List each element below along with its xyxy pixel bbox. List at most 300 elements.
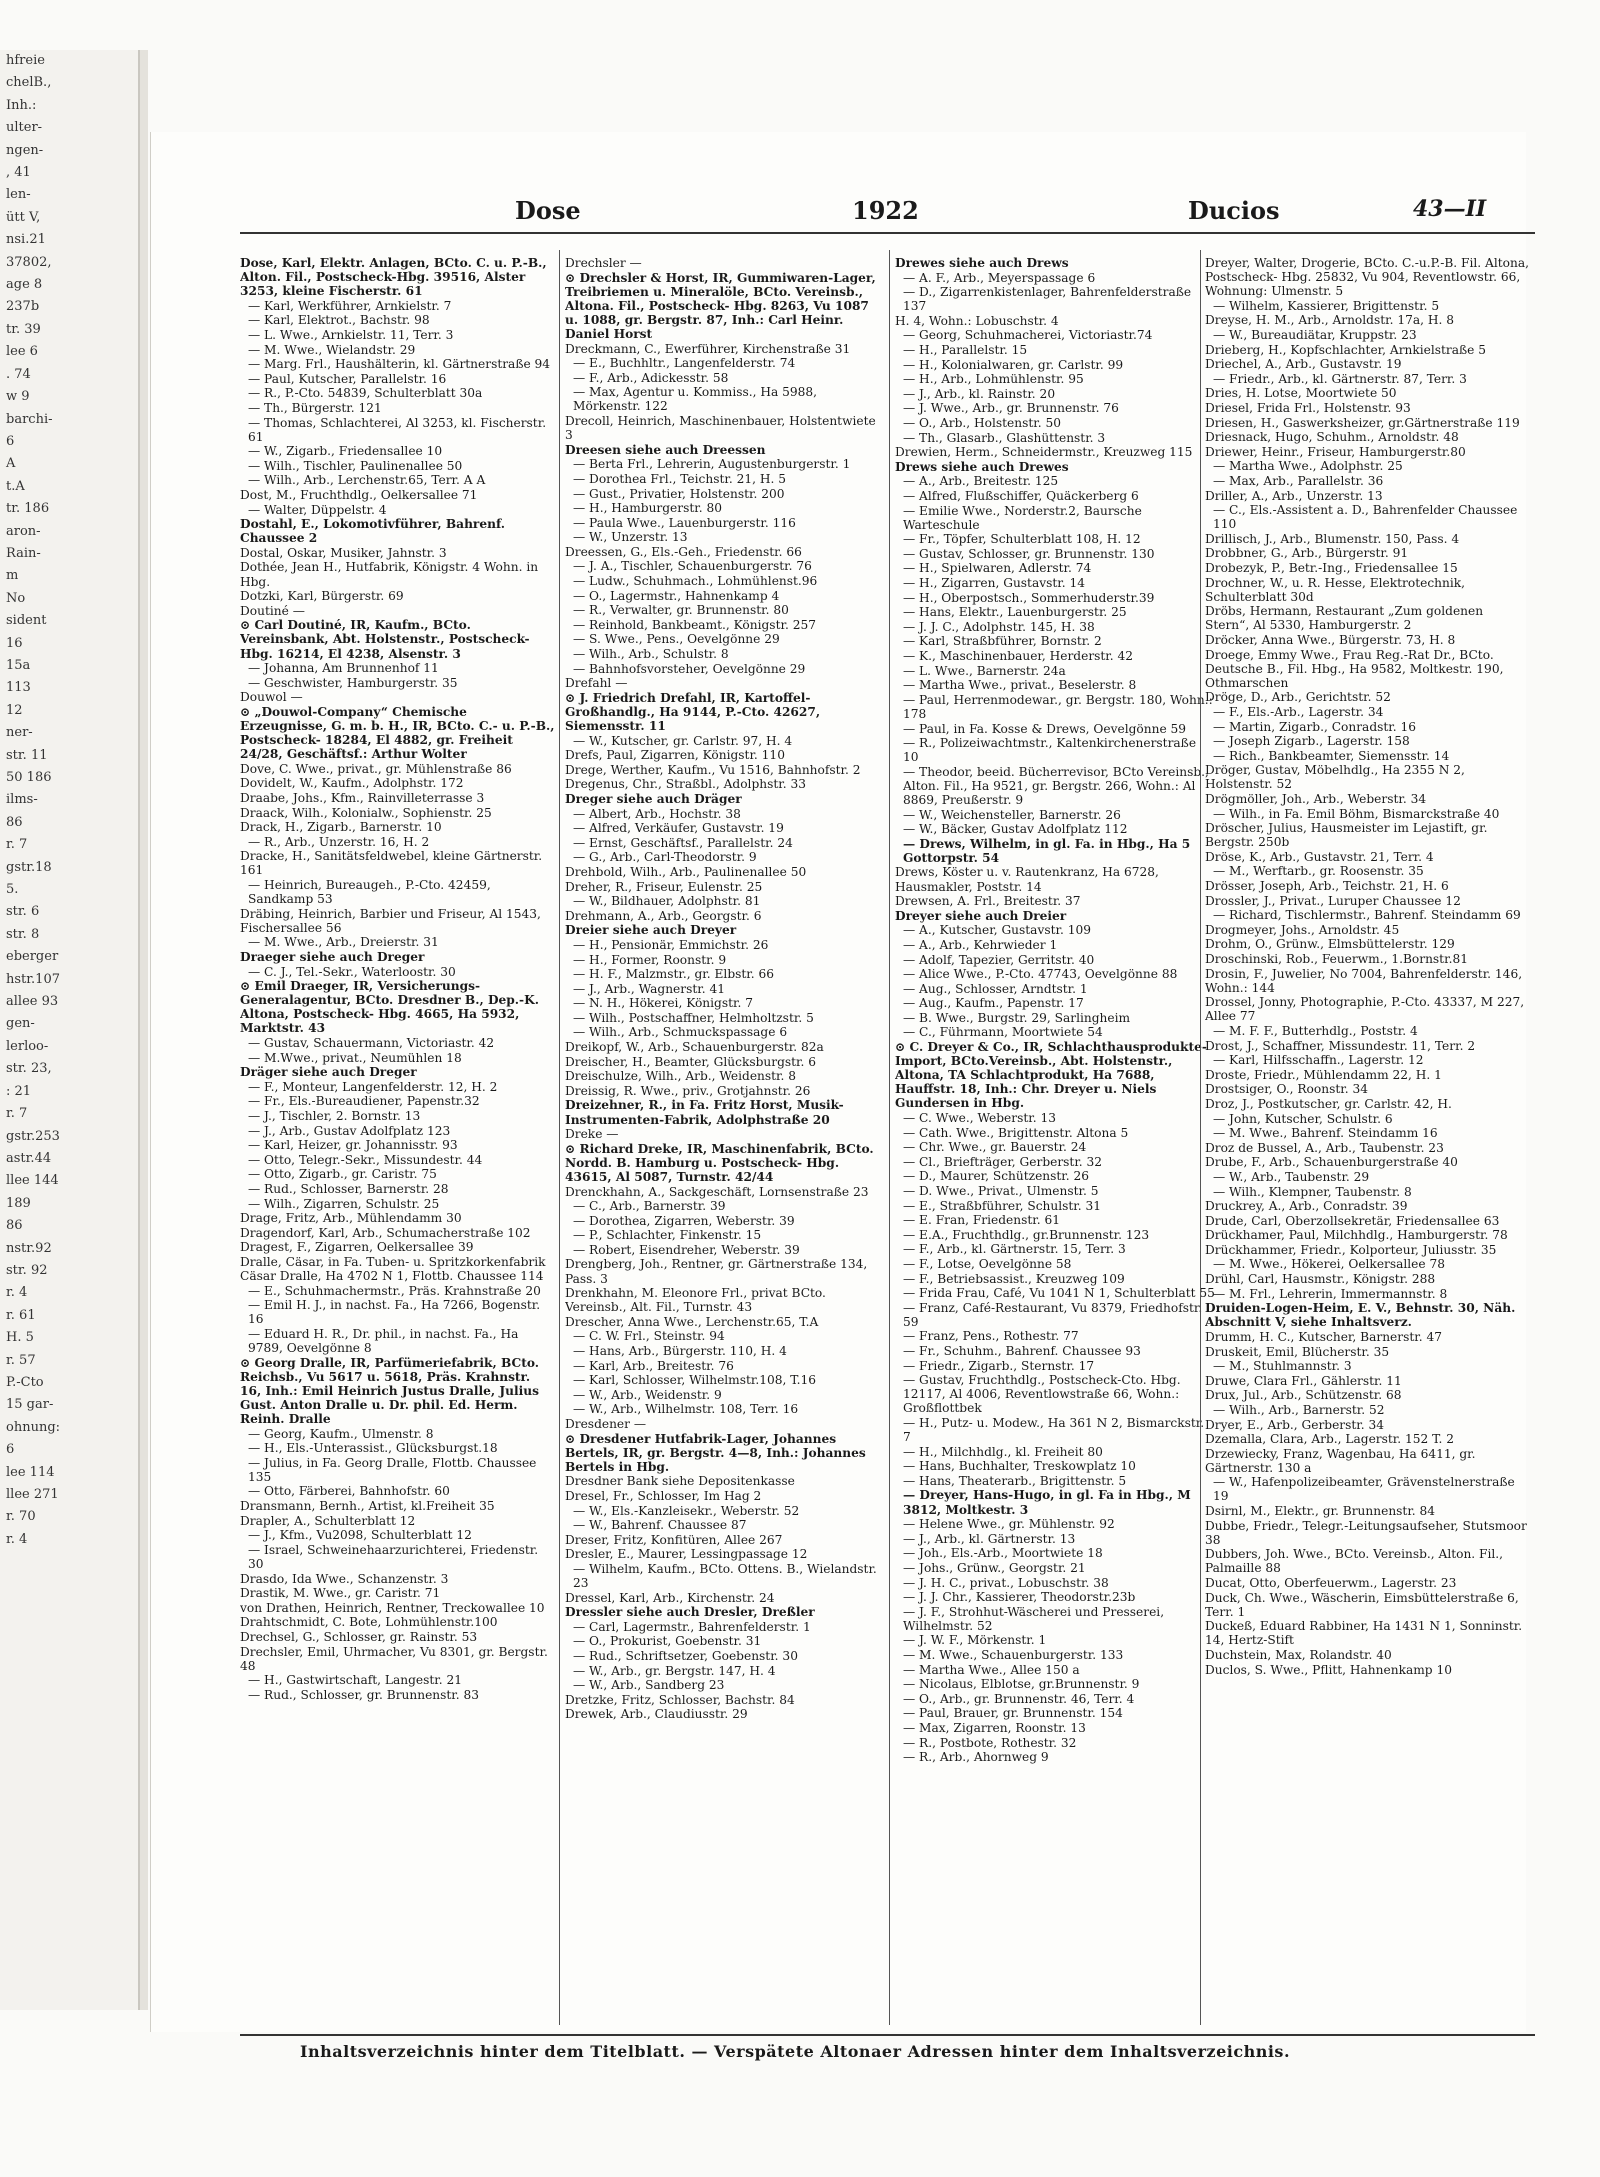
directory-entry: Drewsen, A. Frl., Breitestr. 37 [895,894,1081,909]
margin-text-fragment: 86 [6,1218,23,1234]
directory-entry: — H., Hamburgerstr. 80 [573,501,722,516]
directory-entry: H. 4, Wohn.: Lobuschstr. 4 [895,313,1059,328]
directory-entry: Dreizehner, R., in Fa. Fritz Horst, Musik-Instrumenten-Fabrik, Adolphstraße 20 [565,1098,844,1127]
directory-entry: Druiden-Logen-Heim, E. V., Behnstr. 30, Näh. Abschnitt V, siehe Inhaltsverz. [1205,1301,1516,1330]
directory-entry: Dreckmann, C., Ewerführer, Kirchenstraße 31 [565,341,851,356]
directory-entry: Drostsiger, O., Roonstr. 34 [1205,1082,1368,1097]
directory-entry: Dragendorf, Karl, Arb., Schumacherstraße 102 [240,1225,531,1240]
directory-entry: — Martin, Zigarb., Conradstr. 16 [1213,719,1417,734]
directory-entry: ⊙ Georg Dralle, IR, Parfümeriefabrik, BCto. Reichsb., Vu 5617 u. 5618, Präs. Krahnstr. 16, Inh.: Emil Heinrich Justus Dralle, Julius Gust. Anton Dralle u. Dr. phil. Ed. Herm. Reinh. Dralle [240,1355,540,1426]
directory-entry: — F., Arb., Adickesstr. 58 [573,370,729,385]
directory-entry: — H., Pensionär, Emmichstr. 26 [573,937,769,952]
directory-entry: — M. Wwe., Bahrenf. Steindamm 16 [1213,1126,1438,1141]
directory-entry: — H., Gastwirtschaft, Langestr. 21 [248,1673,462,1688]
directory-entry: — Wilh., Tischler, Paulinenallee 50 [248,458,463,473]
directory-entry: Drückhamer, Paul, Milchhdlg., Hamburgerstr. 78 [1205,1228,1508,1243]
directory-entry: — Helene Wwe., gr. Mühlenstr. 92 [903,1517,1115,1532]
margin-text-fragment: lerloo- [6,1038,49,1054]
margin-text-fragment: : 21 [6,1083,32,1099]
directory-entry: Dröger, Gustav, Möbelhdlg., Ha 2355 N 2, Holstenstr. 52 [1205,763,1465,792]
directory-entry: — Cath. Wwe., Brigittenstr. Altona 5 [903,1125,1129,1140]
margin-text-fragment: lee 114 [6,1464,55,1480]
margin-text-fragment: 50 186 [6,770,52,785]
directory-entry: — H., Parallelstr. 15 [903,343,1028,358]
directory-entry: — C., Els.-Assistent a. D., Bahrenfelder Chaussee 110 [1213,503,1518,532]
directory-entry: — Gustav, Schauermann, Victoriastr. 42 [248,1036,495,1051]
directory-entry: — Otto, Zigarb., gr. Caristr. 75 [248,1167,437,1182]
directory-entry: — Martha Wwe., privat., Beselerstr. 8 [903,678,1137,693]
directory-entry: ⊙ Drechsler & Horst, IR, Gummiwaren-Lager, Treibriemen u. Mineralöle, BCto. Vereinsb., Altona. Fil., Postscheck- Hbg. 8263, Vu 1087 u. 1088, gr. Bergstr. 87, Inh.: Carl Heinr. Daniel Horst [565,270,876,341]
header-rule [240,232,1535,234]
directory-entry: — Rud., Schlosser, Barnerstr. 28 [248,1182,449,1196]
directory-entry: — Hans, Elektr., Lauenburgerstr. 25 [903,605,1127,620]
directory-entry: — Nicolaus, Elblotse, gr.Brunnenstr. 9 [903,1677,1140,1692]
directory-entry: — M. Wwe., Wielandstr. 29 [248,342,416,357]
directory-entry: Drechsler, Emil, Uhrmacher, Vu 8301, gr. Bergstr. 48 [240,1644,548,1673]
directory-entry: Drengberg, Joh., Rentner, gr. Gärtnerstraße 134, Pass. 3 [565,1257,868,1286]
directory-entry: — A., Kutscher, Gustavstr. 109 [903,923,1091,938]
directory-entry: — Israel, Schweinehaarzurichterei, Friedenstr. 30 [248,1542,539,1571]
directory-entry: — E. Fran, Friedenstr. 61 [903,1213,1061,1228]
directory-entry: — H., Milchhdlg., kl. Freiheit 80 [903,1444,1103,1459]
margin-text-fragment: 16 [6,635,23,651]
directory-entry: — R., Arb., Unzerstr. 16, H. 2 [248,834,430,849]
directory-entry: Drewien, Herm., Schneidermstr., Kreuzweg 115 [895,445,1193,460]
directory-entry: — H., Spielwaren, Adlerstr. 74 [903,561,1092,576]
directory-entry: — Th., Glasarb., Glashüttenstr. 3 [903,430,1106,445]
directory-entry: Drahtschmidt, C. Bote, Lohmühlenstr.100 [240,1615,498,1630]
directory-entry: ⊙ Dresdener Hutfabrik-Lager, Johannes Bertels, IR, gr. Bergstr. 4—8, Inh.: Johannes Bertels in Hbg. [565,1431,866,1474]
margin-text-fragment: aron- [6,523,41,539]
margin-text-fragment: tr. 39 [6,321,41,337]
directory-entry: — J. A., Tischler, Schauenburgerstr. 76 [573,559,812,574]
margin-text-fragment: sident [6,613,47,629]
directory-entry: — O., Prokurist, Goebenstr. 31 [573,1634,762,1649]
margin-text-fragment: 37802, [6,254,52,270]
directory-entry: Dröge, D., Arb., Gerichtstr. 52 [1205,690,1391,705]
margin-text-fragment: str. 23, [6,1061,52,1077]
directory-entry: Dotzki, Karl, Bürgerstr. 69 [240,589,404,604]
margin-text-fragment: gstr.18 [6,859,52,875]
margin-text-fragment: r. 7 [6,837,28,853]
directory-entry: — H., Arb., Lohmühlenstr. 95 [903,372,1084,387]
directory-entry: Drenkhahn, M. Eleonore Frl., privat BCto. Vereinsb., Alt. Fil., Turnstr. 43 [565,1286,826,1315]
directory-column-1 [240,256,555,2026]
directory-entry: Drobezyk, P., Betr.-Ing., Friedensallee 15 [1205,560,1458,575]
margin-text-fragment: ütt V, [6,209,41,225]
directory-entry: Driechel, A., Arb., Gustavstr. 19 [1205,357,1402,372]
margin-text-fragment: r. 7 [6,1106,28,1122]
directory-entry: — J. W. F., Mörkenstr. 1 [903,1633,1047,1648]
directory-entry: — W., Arb., gr. Bergstr. 147, H. 4 [573,1663,776,1678]
margin-text-fragment: ngen- [6,142,44,158]
directory-entry: Dragest, F., Zigarren, Oelkersallee 39 [240,1240,474,1255]
directory-entry: Dräbing, Heinrich, Barbier und Friseur, Al 1543, Fischersallee 56 [240,906,541,935]
directory-entry: Dräger siehe auch Dreger [240,1065,417,1080]
directory-entry: — D., Maurer, Schützenstr. 26 [903,1169,1090,1184]
directory-entry: Dreischer, H., Beamter, Glücksburgstr. 6 [565,1054,817,1069]
directory-entry: — W., Unzerstr. 13 [573,530,688,545]
directory-entry: Dröse, K., Arb., Gustavstr. 21, Terr. 4 [1205,849,1434,864]
directory-entry: — M.Wwe., privat., Neumühlen 18 [248,1050,462,1065]
directory-entry: Drögmöller, Joh., Arb., Weberstr. 34 [1205,791,1427,806]
directory-entry: — W., Hafenpolizeibeamter, Grävenstelnerstraße 19 [1213,1475,1515,1504]
margin-text-fragment: A [6,456,16,472]
directory-entry: — Eduard H. R., Dr. phil., in nachst. Fa., Ha 9789, Oevelgönne 8 [248,1326,519,1356]
directory-entry: — E., Buchhltr., Langenfelderstr. 74 [573,356,796,371]
directory-entry: — Wilh., Arb., Barnerstr. 52 [1213,1402,1385,1417]
directory-entry: Droz, J., Postkutscher, gr. Carlstr. 42, H. [1205,1096,1452,1111]
directory-entry: Dreischulze, Wilh., Arb., Weidenstr. 8 [565,1069,797,1084]
margin-text-fragment: 113 [6,680,31,696]
directory-entry: Dröscher, Julius, Hausmeister im Lejastift, gr. Bergstr. 250b [1205,821,1488,850]
directory-entry: — John, Kutscher, Schulstr. 6 [1213,1111,1393,1126]
directory-entry: — Wilhelm, Kassierer, Brigittenstr. 5 [1213,298,1440,313]
directory-entry: Drastik, M. Wwe., gr. Caristr. 71 [240,1586,441,1601]
directory-entry: — E., Straßbführer, Schulstr. 31 [903,1198,1102,1213]
directory-entry: — Emilie Wwe., Norderstr.2, Baursche Warteschule [903,503,1142,532]
directory-entry: — L. Wwe., Barnerstr. 24a [903,663,1066,678]
directory-entry: Dubbers, Joh. Wwe., BCto. Vereinsb., Alton. Fil., Palmaille 88 [1205,1547,1504,1576]
directory-entry: — Walter, Düppelstr. 4 [248,502,387,517]
directory-entry: — S. Wwe., Pens., Oevelgönne 29 [573,632,780,647]
directory-entry: — J., Kfm., Vu2098, Schulterblatt 12 [248,1528,472,1543]
directory-entry: — Wilh., Zigarren, Schulstr. 25 [248,1196,440,1211]
directory-entry: Duck, Ch. Wwe., Wäscherin, Eimsbüttelerstraße 6, Terr. 1 [1205,1590,1519,1619]
directory-entry: — J., Arb., kl. Gärtnerstr. 13 [903,1531,1076,1546]
directory-entry: — Fr., Els.-Bureaudiener, Papenstr.32 [248,1094,480,1109]
directory-entry: Drosin, F., Juwelier, No 7004, Bahrenfelderstr. 146, Wohn.: 144 [1205,966,1523,995]
directory-entry: — W., Bäcker, Gustav Adolfplatz 112 [903,822,1128,837]
directory-entry: — Max, Zigarren, Roonstr. 13 [903,1720,1086,1735]
directory-entry: Dressler siehe auch Dresler, Dreßler [565,1605,815,1620]
directory-entry: Drochner, W., u. R. Hesse, Elektrotechnik, Schulterblatt 30d [1205,575,1465,604]
directory-entry: — W., Bureaudiätar, Kruppstr. 23 [1213,327,1417,342]
directory-entry: — Karl, Schlosser, Wilhelmstr.108, T.16 [573,1373,816,1388]
directory-entry: — J. H. C., privat., Lobuschstr. 38 [903,1575,1109,1590]
running-head-last-name: Ducios [1188,196,1280,225]
directory-entry: — Max, Arb., Parallelstr. 36 [1213,473,1384,488]
margin-text-fragment: m [6,568,19,584]
directory-entry: — Th., Bürgerstr. 121 [248,400,382,415]
directory-entry: — R., Postbote, Rothestr. 32 [903,1735,1077,1750]
directory-entry: Drapler, A., Schulterblatt 12 [240,1513,416,1528]
directory-entry: — Karl, Arb., Breitestr. 76 [573,1358,734,1373]
directory-entry: — D. Wwe., Privat., Ulmenstr. 5 [903,1184,1099,1198]
directory-entry: — Wilhelm, Kaufm., BCto. Ottens. B., Wielandstr. 23 [573,1561,877,1591]
margin-text-fragment: 12 [6,702,23,718]
directory-entry: — C. W. Frl., Steinstr. 94 [573,1329,725,1344]
directory-entry: ⊙ Richard Dreke, IR, Maschinenfabrik, BCto. Nordd. B. Hamburg u. Postscheck- Hbg. 43615, Al 5087, Turnstr. 42/44 [565,1141,874,1184]
directory-entry: — R., P.-Cto. 54839, Schulterblatt 30a [248,386,483,401]
directory-entry: — J., Arb., kl. Rainstr. 20 [903,386,1056,401]
directory-entry: — C. Wwe., Weberstr. 13 [903,1111,1056,1126]
directory-entry: — J., Arb., Gustav Adolfplatz 123 [248,1123,451,1138]
directory-entry: — A., Arb., Kehrwieder 1 [903,937,1058,952]
margin-text-fragment: , 41 [6,165,31,181]
directory-entry: — Rud., Schriftsetzer, Goebenstr. 30 [573,1649,798,1663]
directory-entry: Dresler, E., Maurer, Lessingpassage 12 [565,1547,808,1562]
directory-entry: — M. F. F., Butterhdlg., Poststr. 4 [1213,1023,1418,1038]
directory-entry: — F., Betriebsassist., Kreuzweg 109 [903,1271,1125,1286]
directory-entry: — J. F., Strohhut-Wäscherei und Presserei, Wilhelmstr. 52 [903,1604,1165,1633]
directory-entry: Drösser, Joseph, Arb., Teichstr. 21, H. 6 [1205,879,1449,894]
directory-entry: Drude, Carl, Oberzollsekretär, Friedensallee 63 [1205,1213,1500,1228]
directory-entry: Druskeit, Emil, Blücherstr. 35 [1205,1344,1390,1359]
directory-entry: Driller, A., Arb., Unzerstr. 13 [1205,488,1383,503]
directory-entry: — D., Zigarrenkistenlager, Bahrenfelderstraße 137 [903,285,1192,314]
directory-entry: Drux, Jul., Arb., Schützenstr. 68 [1205,1388,1402,1403]
margin-text-fragment: astr.44 [6,1150,52,1166]
directory-entry: — Wilh., Postschaffner, Helmholtzstr. 5 [573,1010,814,1025]
margin-text-fragment: llee 271 [6,1487,59,1502]
margin-text-fragment: str. 8 [6,926,40,942]
directory-entry: Dothée, Jean H., Hutfabrik, Königstr. 4 Wohn. in Hbg. [240,560,539,589]
directory-entry: Drohm, O., Grünw., Elmsbüttelerstr. 129 [1205,937,1455,952]
directory-entry: Dreesen siehe auch Dreessen [565,442,766,457]
directory-entry: Dresdner Bank siehe Depositenkasse [565,1474,795,1489]
directory-entry: — Geschwister, Hamburgerstr. 35 [248,675,458,690]
directory-entry: — K., Maschinenbauer, Herderstr. 42 [903,649,1134,664]
directory-entry: Drost, J., Schaffner, Missundestr. 11, Terr. 2 [1205,1038,1476,1053]
directory-entry: — W., Bildhauer, Adolphstr. 81 [573,894,761,909]
directory-entry: — Paul, in Fa. Kosse & Drews, Oevelgönne 59 [903,721,1187,736]
directory-entry: Dröbs, Hermann, Restaurant „Zum goldenen Stern“, Al 5330, Hamburgerstr. 2 [1205,604,1484,633]
directory-entry: — Rich., Bankbeamter, Siemensstr. 14 [1213,748,1450,763]
directory-entry: Draabe, Johs., Kfm., Rainvilleterrasse 3 [240,790,485,805]
directory-entry: — Wilh., Arb., Schulstr. 8 [573,647,729,662]
directory-entry: — Aug., Schlosser, Arndtstr. 1 [903,981,1088,996]
directory-entry: — Wilh., Arb., Lerchenstr.65, Terr. A A [248,473,486,488]
directory-entry: — Rud., Schlosser, gr. Brunnenstr. 83 [248,1687,480,1702]
directory-entry: — O., Arb., Holstenstr. 50 [903,416,1061,431]
margin-text-fragment: gstr.253 [6,1128,60,1144]
directory-entry: Dries, H. Lotse, Moortwiete 50 [1205,386,1397,401]
directory-entry: Dreyer siehe auch Dreier [895,908,1067,923]
margin-text-fragment: t.A [6,478,25,494]
margin-text-fragment: . 74 [6,366,31,382]
directory-entry: Dreikopf, W., Arb., Schauenburgerstr. 82a [565,1040,824,1055]
directory-entry: — Otto, Telegr.-Sekr., Missundestr. 44 [248,1152,483,1167]
directory-entry: Driesnack, Hugo, Schuhm., Arnoldstr. 48 [1205,430,1459,445]
margin-text-fragment: 15a [6,657,31,673]
directory-entry: Druckrey, A., Arb., Conradstr. 39 [1205,1199,1408,1214]
directory-entry: Druwe, Clara Frl., Gählerstr. 11 [1205,1373,1402,1388]
directory-entry: — Richard, Tischlermstr., Bahrenf. Steindamm 69 [1213,908,1521,923]
margin-text-fragment: Inh.: [6,97,37,113]
directory-entry: — Gust., Privatier, Holstenstr. 200 [573,486,785,501]
adjacent-page-margin [0,50,140,2010]
directory-entry: Drogmeyer, Johs., Arnoldstr. 45 [1205,922,1400,937]
directory-entry: Dose, Karl, Elektr. Anlagen, BCto. C. u. P.-B., Alton. Fil., Postscheck-Hbg. 39516, Alster 3253, kleine Fischerstr. 61 [240,256,547,299]
directory-entry: Dzemalla, Clara, Arb., Lagerstr. 152 T. 2 [1205,1432,1454,1447]
directory-entry: — M. Wwe., Schauenburgerstr. 133 [903,1648,1124,1662]
running-head-first-name: Dose [515,196,581,225]
directory-entry: Duchstein, Max, Rolandstr. 40 [1205,1648,1392,1662]
directory-entry: — Hans, Arb., Bürgerstr. 110, H. 4 [573,1344,787,1359]
directory-entry: — Thomas, Schlachterei, Al 3253, kl. Fischerstr. 61 [248,415,547,444]
directory-entry: Dresel, Fr., Schlosser, Im Hag 2 [565,1488,762,1503]
directory-entry: — Theodor, beeid. Bücherrevisor, BCto Vereinsb., Alton. Fil., Ha 9521, gr. Bergstr. 266, Wohn.: Al 8869, Preußerstr. 9 [903,764,1209,807]
directory-entry: — R., Arb., Ahornweg 9 [903,1750,1049,1765]
directory-entry: — Dreyer, Hans-Hugo, in gl. Fa in Hbg., M 3812, Moltkestr. 3 [903,1488,1191,1517]
directory-entry: — J. J. Chr., Kassierer, Theodorstr.23b [903,1590,1136,1605]
directory-column-2 [565,256,885,2026]
directory-entry: Dreher, R., Friseur, Eulenstr. 25 [565,879,763,894]
margin-text-fragment: chelB., [6,75,52,91]
directory-entry: Drehbold, Wilh., Arb., Paulinenallee 50 [565,864,807,879]
margin-text-fragment: No [6,590,26,606]
directory-entry: Dubbe, Friedr., Telegr.-Leitungsaufseher, Stutsmoor 38 [1205,1518,1527,1547]
directory-entry: — Frida Frau, Café, Vu 1041 N 1, Schulterblatt 55 [903,1286,1215,1301]
margin-text-fragment: P.-Cto [6,1374,44,1390]
directory-entry: — W., Zigarb., Friedensallee 10 [248,444,443,459]
directory-entry: — Dorothea, Zigarren, Weberstr. 39 [573,1213,795,1228]
directory-entry: Drossel, Jonny, Photographie, P.-Cto. 43337, M 227, Allee 77 [1205,995,1525,1024]
directory-entry: Drefs, Paul, Zigarren, Königstr. 110 [565,748,785,763]
directory-entry: Drage, Fritz, Arb., Mühlendamm 30 [240,1211,462,1226]
directory-entry: Duckeß, Eduard Rabbiner, Ha 1431 N 1, Sonninstr. 14, Hertz-Stift [1205,1619,1523,1648]
directory-entry: — Paul, Kutscher, Parallelstr. 16 [248,371,447,386]
page-gutter [140,50,148,2010]
margin-text-fragment: ilms- [6,792,38,808]
directory-entry: ⊙ „Douwol-Company“ Chemische Erzeugnisse, G. m. b. H., IR, BCto. C.- u. P.-B., Postscheck- 18284, El 4882, gr. Freiheit 24/28, Geschäftsf.: Arthur Wolter [240,704,555,762]
margin-text-fragment: r. 4 [6,1531,28,1547]
footer-notice: Inhaltsverzeichnis hinter dem Titelblatt. — Verspätete Altonaer Adressen hinter dem Inhaltsverzeichnis. [300,2042,1291,2061]
directory-entry: — Karl, Straßbführer, Bornstr. 2 [903,634,1102,649]
directory-entry: — F., Els.-Arb., Lagerstr. 34 [1213,704,1384,719]
directory-entry: Drühl, Carl, Hausmstr., Königstr. 288 [1205,1272,1436,1287]
directory-entry: Drecoll, Heinrich, Maschinenbauer, Holstentwiete 3 [565,414,876,443]
directory-entry: — W., Arb., Weidenstr. 9 [573,1387,722,1402]
directory-entry: — Wilh., in Fa. Emil Böhm, Bismarckstraße 40 [1213,806,1500,821]
directory-entry: — M., Stuhlmannstr. 3 [1213,1359,1352,1374]
margin-text-fragment: r. 70 [6,1509,36,1525]
directory-entry: Drenckhahn, A., Sackgeschäft, Lornsenstraße 23 [565,1184,869,1199]
directory-entry: — Bahnhofsvorsteher, Oevelgönne 29 [573,661,806,676]
margin-text-fragment: Rain- [6,545,41,561]
directory-entry: — J., Arb., Wagnerstr. 41 [573,981,725,996]
margin-text-fragment: 86 [6,814,23,830]
directory-entry: Dove, C. Wwe., privat., gr. Mühlenstraße 86 [240,761,512,776]
column-divider [559,250,560,2025]
directory-entry: — E., Schuhmachermstr., Präs. Krahnstraße 20 [248,1283,541,1298]
directory-entry: Drehmann, A., Arb., Georgstr. 6 [565,908,762,923]
directory-entry: Dreser, Fritz, Konfitüren, Allee 267 [565,1532,783,1547]
directory-entry: — M. Wwe., Hökerei, Oelkersallee 78 [1213,1257,1445,1272]
margin-text-fragment: ner- [6,725,33,741]
margin-text-fragment: 6 [6,1442,15,1458]
directory-entry: — Wilh., Klempner, Taubenstr. 8 [1213,1184,1412,1199]
directory-entry: — M. Wwe., Arb., Dreierstr. 31 [248,935,439,950]
directory-entry: Dralle, Cäsar, in Fa. Tuben- u. Spritzkorkenfabrik Cäsar Dralle, Ha 4702 N 1, Flottb. Chaussee 114 [240,1254,546,1284]
directory-entry: Drefahl — [565,676,628,691]
directory-entry: — Ernst, Geschäftsf., Parallelstr. 24 [573,835,793,850]
directory-entry: Drewek, Arb., Claudiusstr. 29 [565,1707,748,1722]
directory-entry: — W., Arb., Taubenstr. 29 [1213,1169,1370,1184]
directory-entry: — A. F., Arb., Meyerspassage 6 [903,270,1096,285]
directory-entry: Dovidelt, W., Kaufm., Adolphstr. 172 [240,776,464,791]
directory-entry: Drege, Werther, Kaufm., Vu 1516, Bahnhofstr. 2 [565,762,861,777]
directory-entry: Dregenus, Chr., Straßbl., Adolphstr. 33 [565,777,806,792]
directory-entry: — N. H., Hökerei, Königstr. 7 [573,996,753,1011]
directory-entry: — H., Els.-Unterassist., Glücksburgst.18 [248,1441,498,1456]
directory-entry: — Hans, Buchhalter, Treskowplatz 10 [903,1459,1136,1474]
margin-text-fragment: hstr.107 [6,971,60,987]
directory-entry: Droste, Friedr., Mühlendamm 22, H. 1 [1205,1067,1442,1082]
directory-entry: — Georg, Schuhmacherei, Victoriastr.74 [903,328,1153,343]
directory-entry: — F., Lotse, Oevelgönne 58 [903,1256,1072,1271]
directory-entry: Draack, Wilh., Kolonialw., Sophienstr. 25 [240,805,492,820]
directory-entry: — Gustav, Fruchthdlg., Postscheck-Cto. Hbg. 12117, Al 4006, Reventlowstraße 66, Wohn.: Großflottbek [903,1373,1181,1416]
directory-entry: — F., Arb., kl. Gärtnerstr. 15, Terr. 3 [903,1242,1126,1257]
directory-entry: — Johs., Grünw., Georgstr. 21 [903,1560,1086,1575]
directory-entry: — Carl, Lagermstr., Bahrenfelderstr. 1 [573,1619,811,1634]
directory-entry: — Robert, Eisendreher, Weberstr. 39 [573,1242,800,1257]
directory-entry: Dransmann, Bernh., Artist, kl.Freiheit 35 [240,1499,495,1514]
directory-entry: — Dorothea Frl., Teichstr. 21, H. 5 [573,471,786,486]
directory-entry: Drieberg, H., Kopfschlachter, Arnkielstraße 5 [1205,342,1486,357]
directory-entry: — Paul, Brauer, gr. Brunnenstr. 154 [903,1706,1123,1721]
margin-text-fragment: 237b [6,299,40,315]
directory-entry: — W., Arb., Sandberg 23 [573,1678,725,1693]
directory-entry: — O., Arb., gr. Brunnenstr. 46, Terr. 4 [903,1691,1135,1706]
directory-entry: — Hans, Theaterarb., Brigittenstr. 5 [903,1473,1127,1488]
directory-entry: — Karl, Hilfsschaffn., Lagerstr. 12 [1213,1053,1424,1068]
directory-entry: Drossler, J., Privat., Luruper Chaussee 12 [1205,893,1461,908]
directory-entry: Dostahl, E., Lokomotivführer, Bahrenf. Chaussee 2 [240,517,506,546]
directory-entry: Dryer, E., Arb., Gerberstr. 34 [1205,1417,1385,1432]
directory-entry: Drechsler — [565,256,642,270]
directory-entry: Dost, M., Fruchthdlg., Oelkersallee 71 [240,488,478,502]
directory-entry: ⊙ Emil Draeger, IR, Versicherungs-Generalagentur, BCto. Dresdner B., Dep.-K. Altona, Postscheck- Hbg. 4665, Ha 5932, Marktstr. 43 [240,979,539,1036]
margin-text-fragment: tr. 186 [6,501,50,517]
directory-entry: — Drews, Wilhelm, in gl. Fa. in Hbg., Ha 5 Gottorpstr. 54 [903,836,1191,865]
directory-entry: Dressel, Karl, Arb., Kirchenstr. 24 [565,1590,775,1605]
directory-entry: — Heinrich, Bureaugeh., P.-Cto. 42459, Sandkamp 53 [248,878,491,907]
margin-text-fragment: r. 4 [6,1285,28,1301]
directory-entry: — G., Arb., Carl-Theodorstr. 9 [573,850,757,865]
directory-entry: Drescher, Anna Wwe., Lerchenstr.65, T.A [565,1314,819,1329]
directory-entry: — Friedr., Zigarb., Sternstr. 17 [903,1358,1095,1373]
directory-entry: — R., Verwalter, gr. Brunnenstr. 80 [573,603,789,618]
directory-entry: Draeger siehe auch Dreger [240,950,425,964]
directory-entry: — H., Kolonialwaren, gr. Carlstr. 99 [903,357,1124,372]
directory-entry: Drews siehe auch Drewes [895,459,1069,474]
directory-entry: — M. Frl., Lehrerin, Immermannstr. 8 [1213,1286,1448,1301]
directory-entry: — Martha Wwe., Adolphstr. 25 [1213,459,1403,474]
directory-entry: — Karl, Werkführer, Arnkielstr. 7 [248,298,452,313]
margin-text-fragment: len- [6,187,31,203]
directory-entry: Dsirnl, M., Elektr., gr. Brunnenstr. 84 [1205,1504,1436,1519]
directory-column-3 [895,256,1215,2026]
directory-entry: Drückhammer, Friedr., Kolporteur, Juliusstr. 35 [1205,1242,1497,1257]
directory-entry: ⊙ Carl Doutiné, IR, Kaufm., BCto. Vereinsbank, Abt. Holstenstr., Postscheck-Hbg. 16214, El 4238, Alsenstr. 3 [240,618,530,661]
directory-entry: — Ludw., Schuhmach., Lohmühlenst.96 [573,574,818,589]
directory-entry: — W., Arb., Wilhelmstr. 108, Terr. 16 [573,1402,799,1417]
directory-entry: — Berta Frl., Lehrerin, Augustenburgerstr. 1 [573,457,851,472]
directory-entry: — O., Lagermstr., Hahnenkamp 4 [573,588,780,603]
directory-entry: Drillisch, J., Arb., Blumenstr. 150, Pass. 4 [1205,531,1460,546]
directory-entry: — Friedr., Arb., kl. Gärtnerstr. 87, Terr. 3 [1213,371,1467,386]
margin-text-fragment: str. 92 [6,1262,48,1278]
directory-entry: — Joh., Els.-Arb., Moortwiete 18 [903,1546,1103,1561]
directory-entry: Drasdo, Ida Wwe., Schanzenstr. 3 [240,1571,449,1586]
directory-entry: Dreyer, Walter, Drogerie, BCto. C.-u.P.-B. Fil. Altona, Postscheck- Hbg. 25832, Vu 904, Reventlowstr. 66, Wohnung: Ulmenstr. 5 [1205,256,1529,299]
directory-entry: — B. Wwe., Burgstr. 29, Sarlingheim [903,1010,1131,1025]
column-divider [889,250,890,2025]
page-number: 43—II [1413,196,1487,222]
